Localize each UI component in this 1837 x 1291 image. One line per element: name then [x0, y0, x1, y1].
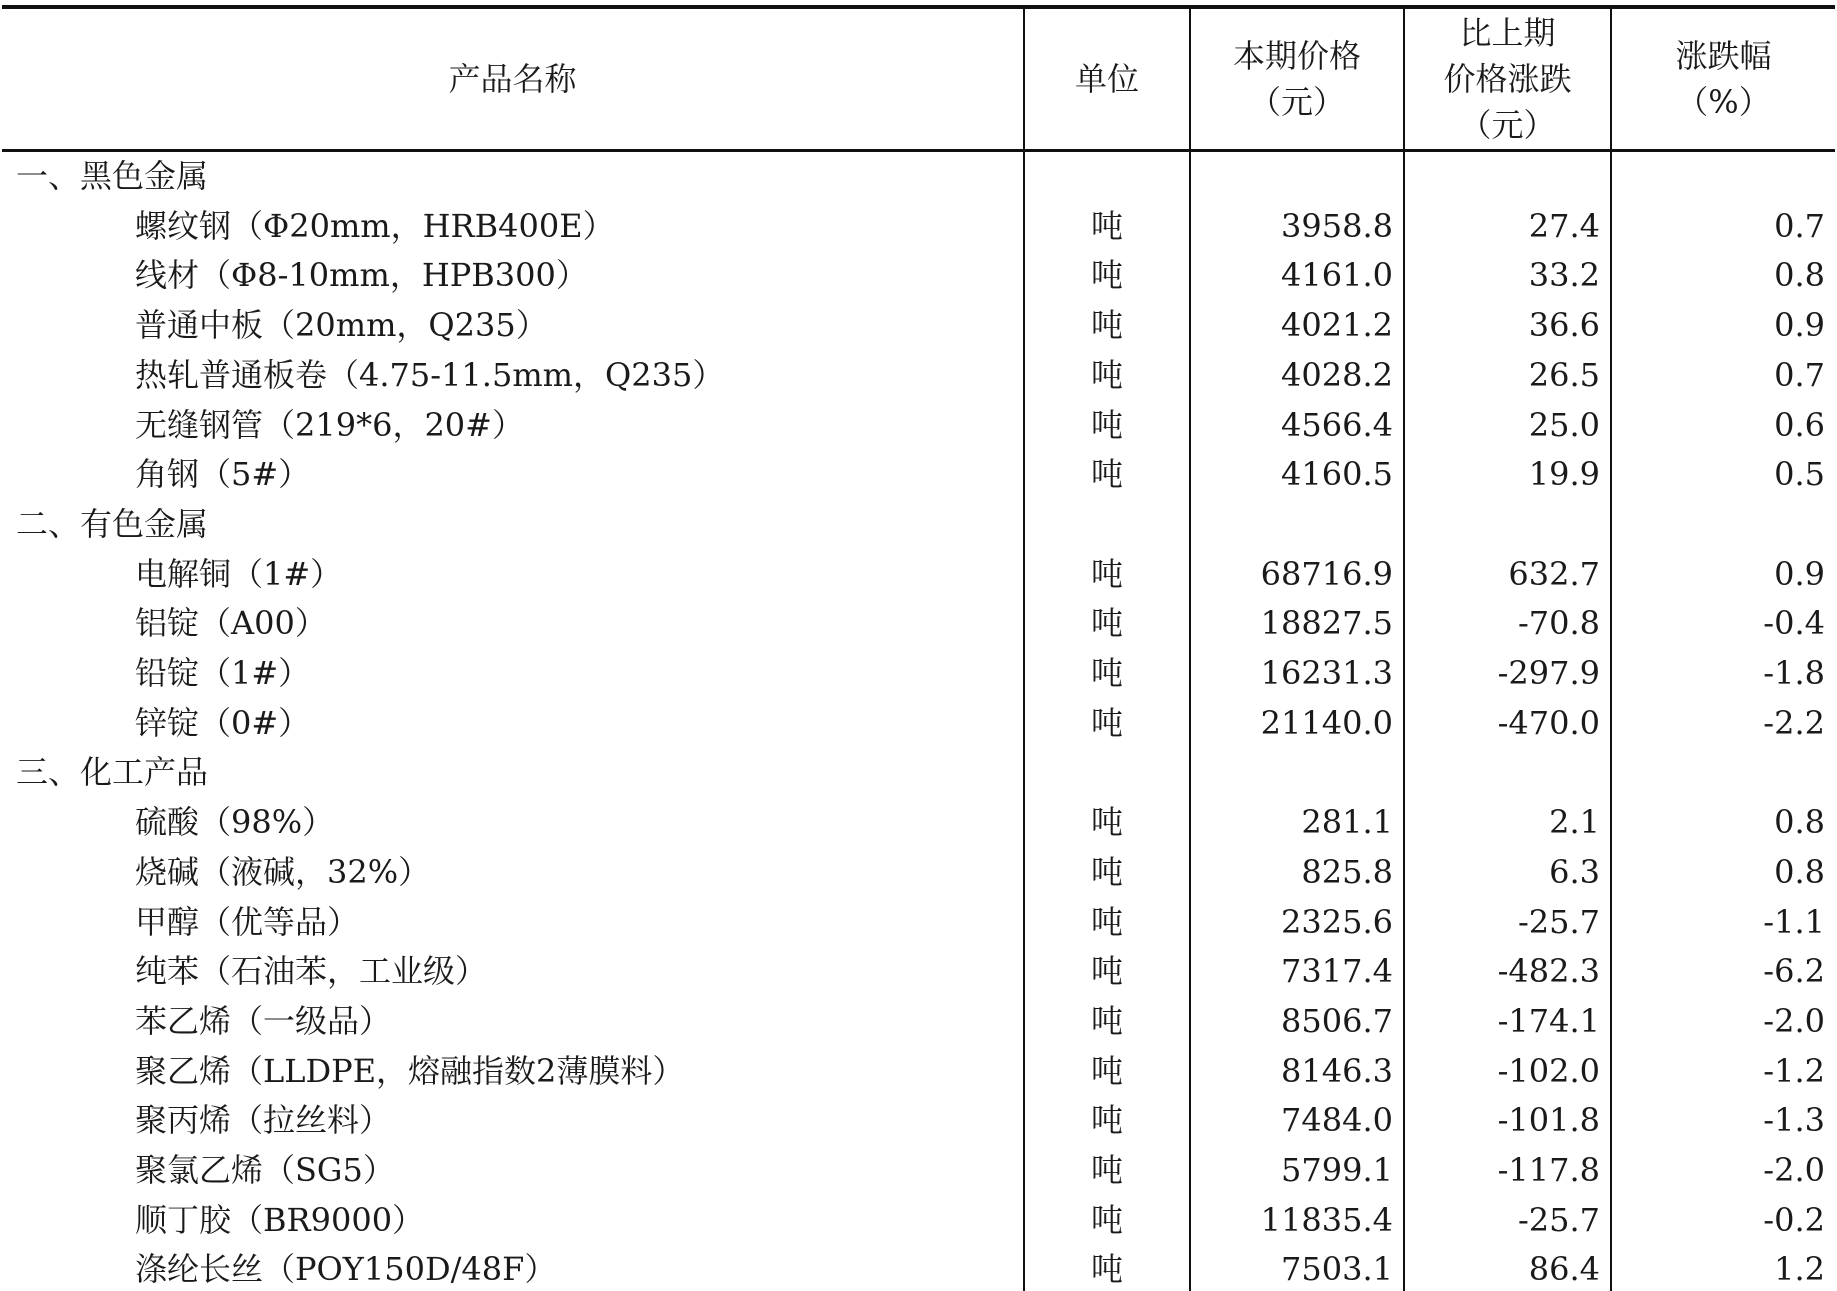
percent-cell: 0.8 — [1611, 848, 1835, 898]
price-cell: 281.1 — [1190, 798, 1404, 848]
change-cell: -482.3 — [1404, 947, 1611, 997]
category-name: 二、有色金属 — [16, 504, 209, 543]
price-cell: 68716.9 — [1190, 550, 1404, 600]
product-name: 硫酸（98%） — [135, 803, 335, 842]
product-name: 螺纹钢（Φ20mm，HRB400E） — [135, 206, 615, 245]
empty-cell — [1611, 151, 1835, 202]
price-cell: 7503.1 — [1190, 1245, 1404, 1291]
percent-cell: 1.2 — [1611, 1245, 1835, 1291]
change-cell: 86.4 — [1404, 1245, 1611, 1291]
percent-cell: -2.0 — [1611, 997, 1835, 1047]
table-row — [2, 1146, 1835, 1196]
header-product-name — [2, 7, 1024, 151]
percent-cell: -1.1 — [1611, 898, 1835, 948]
table-row — [2, 1096, 1835, 1146]
change-cell: -470.0 — [1404, 699, 1611, 749]
empty-cell — [1611, 500, 1835, 550]
price-cell: 2325.6 — [1190, 898, 1404, 948]
product-name: 热轧普通板卷（4.75-11.5mm，Q235） — [135, 355, 725, 394]
category-name: 一、黑色金属 — [16, 157, 209, 195]
product-name: 聚丙烯（拉丝料） — [135, 1101, 392, 1140]
change-cell: 33.2 — [1404, 251, 1611, 301]
percent-cell: -1.2 — [1611, 1047, 1835, 1097]
unit-cell: 吨 — [1024, 699, 1190, 749]
header-change-percent-line-1: 涨跌幅 — [1675, 37, 1772, 75]
empty-cell — [1190, 500, 1404, 550]
table-row — [2, 550, 1835, 600]
unit-cell: 吨 — [1024, 251, 1190, 301]
price-table — [2, 5, 1835, 1291]
table-row — [2, 351, 1835, 401]
product-name: 甲醇（优等品） — [135, 902, 360, 941]
percent-cell: 0.6 — [1611, 401, 1835, 451]
change-cell: 2.1 — [1404, 798, 1611, 848]
unit-cell: 吨 — [1024, 1196, 1190, 1246]
header-current-price-line-2: （元） — [1248, 83, 1345, 121]
percent-cell: 0.8 — [1611, 798, 1835, 848]
unit-cell: 吨 — [1024, 1096, 1190, 1146]
percent-cell: -2.2 — [1611, 699, 1835, 749]
price-cell: 8506.7 — [1190, 997, 1404, 1047]
header-unit-text: 单位 — [1074, 60, 1139, 98]
product-name: 铝锭（A00） — [135, 604, 327, 643]
percent-cell: 0.9 — [1611, 550, 1835, 600]
price-cell: 4566.4 — [1190, 401, 1404, 451]
table-row — [2, 251, 1835, 301]
table-row — [2, 798, 1835, 848]
price-cell: 7484.0 — [1190, 1096, 1404, 1146]
product-name: 线材（Φ8-10mm，HPB300） — [135, 256, 588, 295]
table-row — [2, 947, 1835, 997]
header-change-percent — [1611, 7, 1835, 151]
header-price-change-line-3: （元） — [1459, 106, 1556, 144]
header-row — [2, 7, 1835, 151]
unit-cell: 吨 — [1024, 997, 1190, 1047]
change-cell: -70.8 — [1404, 599, 1611, 649]
change-cell: -117.8 — [1404, 1146, 1611, 1196]
unit-cell: 吨 — [1024, 351, 1190, 401]
unit-cell: 吨 — [1024, 550, 1190, 600]
table-row — [2, 848, 1835, 898]
product-name: 聚氯乙烯（SG5） — [135, 1151, 395, 1190]
percent-cell: 0.7 — [1611, 351, 1835, 401]
category-name: 三、化工产品 — [16, 753, 209, 792]
unit-cell: 吨 — [1024, 1047, 1190, 1097]
unit-cell: 吨 — [1024, 947, 1190, 997]
unit-cell: 吨 — [1024, 1245, 1190, 1291]
empty-cell — [1024, 500, 1190, 550]
empty-cell — [1190, 151, 1404, 202]
change-cell: 26.5 — [1404, 351, 1611, 401]
product-name: 锌锭（0#） — [135, 703, 311, 742]
product-name: 纯苯（石油苯，工业级） — [135, 952, 488, 991]
table-row — [2, 649, 1835, 699]
change-cell: -25.7 — [1404, 898, 1611, 948]
price-cell: 16231.3 — [1190, 649, 1404, 699]
header-price-change-line-2: 价格涨跌 — [1443, 60, 1572, 98]
price-cell: 4161.0 — [1190, 251, 1404, 301]
category-row — [2, 748, 1835, 798]
percent-cell: -0.4 — [1611, 599, 1835, 649]
change-cell: 19.9 — [1404, 450, 1611, 500]
table-row — [2, 599, 1835, 649]
product-name: 苯乙烯（一级品） — [135, 1001, 392, 1040]
price-cell: 18827.5 — [1190, 599, 1404, 649]
change-cell: -25.7 — [1404, 1196, 1611, 1246]
table-row — [2, 1196, 1835, 1246]
header-unit — [1024, 7, 1190, 151]
price-cell: 4021.2 — [1190, 301, 1404, 351]
unit-cell: 吨 — [1024, 450, 1190, 500]
unit-cell: 吨 — [1024, 401, 1190, 451]
price-cell: 5799.1 — [1190, 1146, 1404, 1196]
product-name: 聚乙烯（LLDPE，熔融指数2薄膜料） — [135, 1051, 685, 1090]
change-cell: 36.6 — [1404, 301, 1611, 351]
table-row — [2, 450, 1835, 500]
empty-cell — [1404, 151, 1611, 202]
table-row — [2, 1245, 1835, 1291]
change-cell: 27.4 — [1404, 202, 1611, 252]
price-cell: 11835.4 — [1190, 1196, 1404, 1246]
product-name: 普通中板（20mm，Q235） — [135, 306, 548, 345]
header-current-price-line-1: 本期价格 — [1232, 37, 1361, 75]
header-price-change-line-1: 比上期 — [1459, 14, 1556, 52]
category-row — [2, 151, 1835, 202]
unit-cell: 吨 — [1024, 898, 1190, 948]
header-current-price — [1190, 7, 1404, 151]
change-cell: -102.0 — [1404, 1047, 1611, 1097]
percent-cell: 0.5 — [1611, 450, 1835, 500]
table-body — [2, 151, 1835, 1291]
header-price-change — [1404, 7, 1611, 151]
price-cell: 7317.4 — [1190, 947, 1404, 997]
product-name: 顺丁胶（BR9000） — [135, 1200, 425, 1239]
unit-cell: 吨 — [1024, 301, 1190, 351]
change-cell: 632.7 — [1404, 550, 1611, 600]
price-cell: 8146.3 — [1190, 1047, 1404, 1097]
table-row — [2, 1047, 1835, 1097]
change-cell: -174.1 — [1404, 997, 1611, 1047]
change-cell: 25.0 — [1404, 401, 1611, 451]
empty-cell — [1611, 748, 1835, 798]
percent-cell: -0.2 — [1611, 1196, 1835, 1246]
price-cell: 4028.2 — [1190, 351, 1404, 401]
percent-cell: 0.7 — [1611, 202, 1835, 252]
percent-cell: 0.9 — [1611, 301, 1835, 351]
change-cell: -297.9 — [1404, 649, 1611, 699]
unit-cell: 吨 — [1024, 1146, 1190, 1196]
product-name: 烧碱（液碱，32%） — [135, 852, 431, 891]
unit-cell: 吨 — [1024, 848, 1190, 898]
table-row — [2, 401, 1835, 451]
percent-cell: -6.2 — [1611, 947, 1835, 997]
product-name: 铅锭（1#） — [135, 654, 311, 693]
percent-cell: -2.0 — [1611, 1146, 1835, 1196]
table-row — [2, 898, 1835, 948]
empty-cell — [1190, 748, 1404, 798]
product-name: 电解铜（1#） — [135, 554, 343, 593]
unit-cell: 吨 — [1024, 202, 1190, 252]
category-row — [2, 500, 1835, 550]
percent-cell: -1.8 — [1611, 649, 1835, 699]
price-cell: 4160.5 — [1190, 450, 1404, 500]
header-change-percent-line-2: （%） — [1676, 83, 1771, 121]
empty-cell — [1404, 748, 1611, 798]
percent-cell: -1.3 — [1611, 1096, 1835, 1146]
price-cell: 3958.8 — [1190, 202, 1404, 252]
product-name: 无缝钢管（219*6，20#） — [135, 405, 524, 444]
empty-cell — [1024, 151, 1190, 202]
product-name: 涤纶长丝（POY150D/48F） — [135, 1250, 557, 1289]
header-product-name-text: 产品名称 — [448, 60, 577, 98]
unit-cell: 吨 — [1024, 798, 1190, 848]
price-cell: 825.8 — [1190, 848, 1404, 898]
unit-cell: 吨 — [1024, 649, 1190, 699]
table-row — [2, 699, 1835, 749]
empty-cell — [1024, 748, 1190, 798]
table-row — [2, 202, 1835, 252]
change-cell: -101.8 — [1404, 1096, 1611, 1146]
table-row — [2, 301, 1835, 351]
percent-cell: 0.8 — [1611, 251, 1835, 301]
table-header — [2, 7, 1835, 151]
change-cell: 6.3 — [1404, 848, 1611, 898]
empty-cell — [1404, 500, 1611, 550]
product-name: 角钢（5#） — [135, 455, 311, 494]
unit-cell: 吨 — [1024, 599, 1190, 649]
price-cell: 21140.0 — [1190, 699, 1404, 749]
table-row — [2, 997, 1835, 1047]
